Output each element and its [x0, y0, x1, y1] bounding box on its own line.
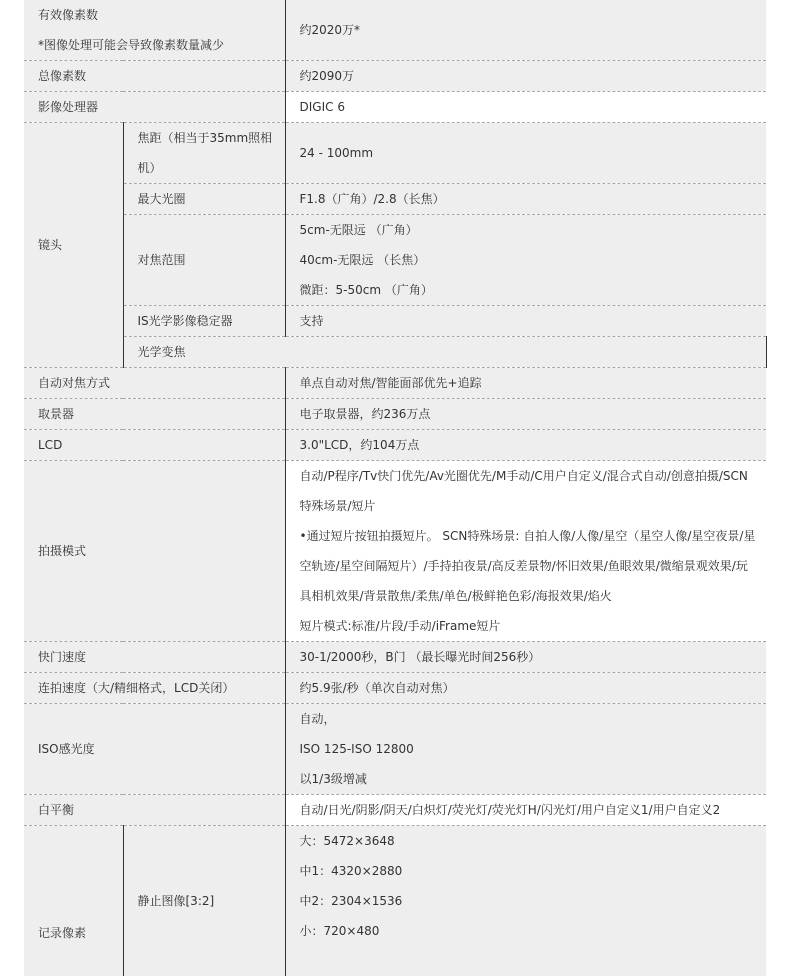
row-total-pixels — [24, 61, 766, 92]
value-focal: 24 - 100mm — [285, 123, 766, 184]
label-shooting-modes: 拍摄模式 — [24, 461, 285, 642]
modes-line: 特殊场景/短片 — [300, 491, 753, 521]
spec-table — [24, 0, 766, 976]
label-still-image: 静止图像[3:2] — [123, 826, 285, 976]
value-effective-pixels: 约2020万* — [285, 0, 766, 61]
iso-line: ISO 125-ISO 12800 — [300, 734, 753, 764]
label-is: IS光学影像稳定器 — [123, 306, 285, 337]
still-size-line: 中2：2304×1536 — [300, 886, 753, 916]
value-af-method: 单点自动对焦/智能面部优先+追踪 — [285, 368, 766, 399]
modes-line: •通过短片按钮拍摄短片。 SCN特殊场景: 自拍人像/人像/星空（星空人像/星空夜景/星 — [300, 521, 753, 551]
value-viewfinder: 电子取景器，约236万点 — [285, 399, 766, 430]
value-iso-cell — [285, 704, 766, 795]
modes-line: 空轨迹/星空间隔短片）/手持拍夜景/高反差景物/怀旧效果/鱼眼效果/微缩景观效果/玩 — [300, 551, 753, 581]
label-focal-line1: 焦距（相当于35mm照相 — [138, 123, 271, 153]
row-iso — [24, 704, 766, 795]
label-total-pixels: 总像素数 — [24, 61, 285, 92]
label-effective-pixels: 有效像素数 — [38, 0, 271, 30]
label-aperture: 最大光圈 — [123, 184, 285, 215]
row-white-balance — [24, 795, 766, 826]
label-optical-zoom: 光学变焦 — [123, 337, 766, 368]
label-af-method: 自动对焦方式 — [24, 368, 285, 399]
row-optical-zoom — [24, 337, 766, 368]
label-burst-speed: 连拍速度（大/精细格式，LCD关闭） — [24, 673, 285, 704]
note-effective-pixels: *图像处理可能会导致像素数量减少 — [38, 30, 271, 60]
label-iso: ISO感光度 — [24, 704, 285, 795]
value-shooting-modes-cell — [285, 461, 766, 642]
value-still-image-cell — [285, 826, 766, 976]
label-lcd: LCD — [24, 430, 285, 461]
row-viewfinder — [24, 399, 766, 430]
still-size-line: 大：5472×3648 — [300, 826, 753, 856]
row-lens-focus-range — [24, 215, 766, 306]
row-effective-pixels — [24, 0, 766, 61]
label-recording-pixels: 记录像素 — [24, 826, 123, 976]
value-total-pixels: 约2090万 — [285, 61, 766, 92]
row-burst-speed — [24, 673, 766, 704]
value-lcd: 3.0"LCD，约104万点 — [285, 430, 766, 461]
row-shooting-modes — [24, 461, 766, 642]
row-lens-is — [24, 306, 766, 337]
label-focal-line2: 机） — [138, 153, 271, 183]
value-aperture: F1.8（广角）/2.8（长焦） — [285, 184, 766, 215]
label-lens: 镜头 — [24, 123, 123, 368]
row-shutter-speed — [24, 642, 766, 673]
still-size-line: 小：720×480 — [300, 916, 753, 946]
still-size-line: 中1：4320×2880 — [300, 856, 753, 886]
row-lens-aperture — [24, 184, 766, 215]
row-recording-pixels — [24, 826, 766, 976]
label-focal-cell — [123, 123, 285, 184]
iso-line: 自动， — [300, 704, 753, 734]
value-processor: DIGIC 6 — [285, 92, 766, 123]
modes-line: 具相机效果/背景散焦/柔焦/单色/极鲜艳色彩/海报效果/焰火 — [300, 581, 753, 611]
value-is: 支持 — [285, 306, 766, 337]
iso-line: 以1/3级增减 — [300, 764, 753, 794]
value-burst-speed: 约5.9张/秒（单次自动对焦） — [285, 673, 766, 704]
value-shutter-speed: 30-1/2000秒，B门 （最长曝光时间256秒） — [285, 642, 766, 673]
label-viewfinder: 取景器 — [24, 399, 285, 430]
label-cell — [24, 0, 285, 61]
row-processor — [24, 92, 766, 123]
label-shutter-speed: 快门速度 — [24, 642, 285, 673]
value-focus-range-wide: 5cm-无限远 （广角） — [300, 215, 753, 245]
label-focus-range: 对焦范围 — [123, 215, 285, 306]
value-focus-range-macro: 微距：5-50cm （广角） — [300, 275, 753, 305]
value-focus-range-tele: 40cm-无限远 （长焦） — [300, 245, 753, 275]
label-processor: 影像处理器 — [24, 92, 285, 123]
row-lcd — [24, 430, 766, 461]
value-white-balance: 自动/日光/阴影/阴天/白炽灯/荧光灯/荧光灯H/闪光灯/用户自定义1/用户自定义2 — [285, 795, 766, 826]
value-focus-range-cell — [285, 215, 766, 306]
modes-line: 自动/P程序/Tv快门优先/Av光圈优先/M手动/C用户自定义/混合式自动/创意拍摄/SCN — [300, 461, 753, 491]
row-lens-focal — [24, 123, 766, 184]
modes-line: 短片模式:标准/片段/手动/iFrame短片 — [300, 611, 753, 641]
label-white-balance: 白平衡 — [24, 795, 285, 826]
row-af-method — [24, 368, 766, 399]
